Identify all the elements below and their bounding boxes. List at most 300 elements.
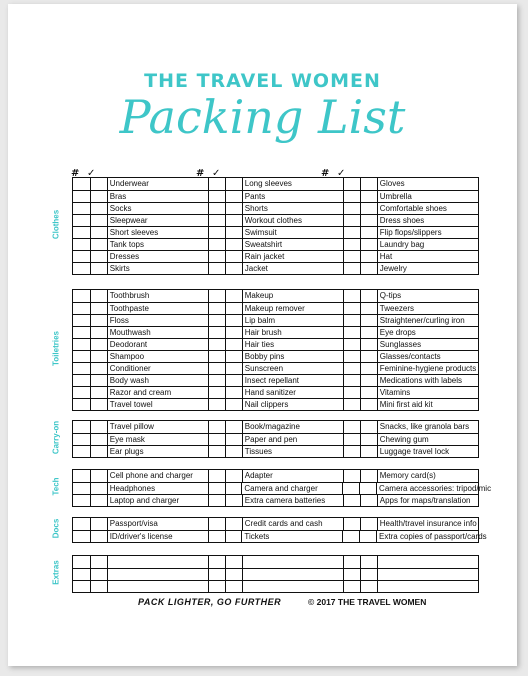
count-box[interactable] — [208, 470, 225, 482]
list-item: Umbrella — [377, 191, 478, 202]
checkbox[interactable] — [90, 421, 107, 433]
list-item: Workout clothes — [242, 215, 343, 226]
checkbox[interactable] — [359, 531, 376, 542]
list-item: Travel towel — [107, 399, 208, 410]
list-item — [377, 581, 478, 592]
checkbox[interactable] — [360, 203, 377, 214]
count-box[interactable] — [208, 303, 225, 314]
list-item: Skirts — [107, 263, 208, 274]
table-row — [73, 568, 478, 580]
checkbox[interactable] — [225, 239, 242, 250]
count-box[interactable] — [73, 569, 90, 580]
table-row — [73, 302, 478, 314]
list-item: Tissues — [242, 446, 343, 457]
checkbox[interactable] — [225, 446, 242, 457]
checkbox[interactable] — [360, 315, 377, 326]
list-item: Feminine-hygiene products — [377, 363, 478, 374]
list-item: Snacks, like granola bars — [377, 421, 478, 433]
page-title: Packing List — [119, 90, 406, 144]
list-item: Dress shoes — [377, 215, 478, 226]
list-item: Hand sanitizer — [242, 387, 343, 398]
checkbox[interactable] — [90, 483, 107, 494]
table-row — [73, 226, 478, 238]
count-box[interactable] — [343, 263, 360, 274]
checkbox[interactable] — [225, 315, 242, 326]
list-item: Makeup — [242, 290, 343, 302]
count-box[interactable] — [343, 327, 360, 338]
list-item: Hat — [377, 251, 478, 262]
checkbox[interactable] — [90, 315, 107, 326]
list-item: Dresses — [107, 251, 208, 262]
checkbox[interactable] — [90, 339, 107, 350]
list-item: Book/magazine — [242, 421, 343, 433]
section-docs — [72, 517, 487, 543]
footer-tagline: PACK LIGHTER, GO FURTHER — [138, 597, 282, 607]
list-item — [377, 569, 478, 580]
count-box[interactable] — [73, 351, 90, 362]
count-box[interactable] — [343, 303, 360, 314]
list-item: Razor and cream — [107, 387, 208, 398]
count-box[interactable] — [73, 178, 90, 190]
list-item: Socks — [107, 203, 208, 214]
count-box[interactable] — [343, 375, 360, 386]
count-box[interactable] — [73, 495, 90, 506]
list-item: Comfortable shoes — [377, 203, 478, 214]
checkbox[interactable] — [360, 399, 377, 410]
list-item: Makeup remover — [242, 303, 343, 314]
list-item: Pants — [242, 191, 343, 202]
checkbox[interactable] — [225, 421, 242, 433]
count-box[interactable] — [343, 581, 360, 592]
table-row — [73, 470, 478, 482]
count-box[interactable] — [343, 351, 360, 362]
table-row — [73, 214, 478, 226]
count-box[interactable] — [343, 191, 360, 202]
list-item: Sweatshirt — [242, 239, 343, 250]
checkbox[interactable] — [225, 351, 242, 362]
table-row — [73, 445, 478, 457]
table-row — [73, 250, 478, 262]
checkbox[interactable] — [360, 569, 377, 580]
count-box[interactable] — [73, 203, 90, 214]
count-box[interactable] — [343, 434, 360, 445]
checkbox[interactable] — [225, 518, 242, 530]
list-item: Luggage travel lock — [377, 446, 478, 457]
footer-copyright: © 2017 THE TRAVEL WOMEN — [308, 597, 427, 607]
checkbox[interactable] — [90, 375, 107, 386]
checkbox[interactable] — [225, 191, 242, 202]
count-box[interactable] — [208, 399, 225, 410]
count-box[interactable] — [343, 470, 360, 482]
checkbox[interactable] — [360, 215, 377, 226]
checkbox[interactable] — [225, 399, 242, 410]
list-item: Tickets — [241, 531, 342, 542]
list-item: Tweezers — [377, 303, 478, 314]
table-row — [73, 202, 478, 214]
list-item — [107, 569, 208, 580]
checkbox[interactable] — [360, 191, 377, 202]
list-item: Bobby pins — [242, 351, 343, 362]
check-header-3-count: # — [321, 168, 330, 179]
checkbox[interactable] — [90, 251, 107, 262]
count-box[interactable] — [73, 363, 90, 374]
count-box[interactable] — [73, 191, 90, 202]
checkbox[interactable] — [360, 470, 377, 482]
list-item: Headphones — [107, 483, 208, 494]
table-row — [73, 238, 478, 250]
checkbox[interactable] — [360, 446, 377, 457]
list-item: Swimsuit — [242, 227, 343, 238]
checkbox[interactable] — [225, 531, 242, 542]
brand-title: THE TRAVEL WOMEN — [144, 70, 381, 92]
count-box[interactable] — [208, 518, 225, 530]
table-row — [73, 433, 478, 445]
checkbox[interactable] — [225, 215, 242, 226]
list-item: Short sleeves — [107, 227, 208, 238]
table-row — [73, 290, 478, 302]
table-row — [73, 190, 478, 202]
count-box[interactable] — [342, 483, 359, 494]
checkbox[interactable] — [225, 178, 242, 190]
list-item: Glasses/contacts — [377, 351, 478, 362]
list-item: Toothbrush — [107, 290, 208, 302]
checkbox[interactable] — [90, 581, 107, 592]
section-clothes — [72, 177, 479, 275]
list-item: Rain jacket — [242, 251, 343, 262]
list-item: Camera and charger — [241, 483, 342, 494]
count-box[interactable] — [343, 421, 360, 433]
list-item: Laptop and charger — [107, 495, 208, 506]
checkbox[interactable] — [90, 446, 107, 457]
list-item: Sleepwear — [107, 215, 208, 226]
table-row — [73, 494, 478, 506]
list-item: Memory card(s) — [377, 470, 478, 482]
checkbox[interactable] — [90, 178, 107, 190]
count-box[interactable] — [343, 215, 360, 226]
list-item: Long sleeves — [242, 178, 343, 190]
checkbox[interactable] — [360, 375, 377, 386]
list-item: Shampoo — [107, 351, 208, 362]
checkbox[interactable] — [225, 581, 242, 592]
count-box[interactable] — [208, 363, 225, 374]
table-row — [73, 338, 478, 350]
list-item: Bras — [107, 191, 208, 202]
list-item: ID/driver's license — [107, 531, 208, 542]
checkbox[interactable] — [360, 178, 377, 190]
table-row — [73, 362, 478, 374]
checkbox[interactable] — [90, 399, 107, 410]
list-item: Conditioner — [107, 363, 208, 374]
count-box[interactable] — [73, 263, 90, 274]
count-box[interactable] — [208, 581, 225, 592]
checkbox[interactable] — [360, 227, 377, 238]
checkbox[interactable] — [360, 303, 377, 314]
count-box[interactable] — [73, 446, 90, 457]
checkbox[interactable] — [225, 495, 242, 506]
list-item: Gloves — [377, 178, 478, 190]
list-item: Medications with labels — [377, 375, 478, 386]
count-box[interactable] — [208, 191, 225, 202]
checkbox[interactable] — [360, 339, 377, 350]
count-box[interactable] — [208, 251, 225, 262]
checkbox[interactable] — [360, 434, 377, 445]
count-box[interactable] — [73, 303, 90, 314]
count-box[interactable] — [208, 483, 225, 494]
section-carry-on — [72, 420, 479, 458]
list-item: Lip balm — [242, 315, 343, 326]
checkbox[interactable] — [225, 483, 242, 494]
checkbox[interactable] — [90, 263, 107, 274]
section-toiletries — [72, 289, 479, 411]
checkbox[interactable] — [360, 263, 377, 274]
list-item: Nail clippers — [242, 399, 343, 410]
table-row — [73, 386, 478, 398]
count-box[interactable] — [73, 434, 90, 445]
list-item: Chewing gum — [377, 434, 478, 445]
checkbox[interactable] — [90, 203, 107, 214]
count-box[interactable] — [208, 531, 225, 542]
count-box[interactable] — [343, 569, 360, 580]
count-box[interactable] — [343, 446, 360, 457]
count-box[interactable] — [208, 569, 225, 580]
checkbox[interactable] — [225, 434, 242, 445]
count-box[interactable] — [73, 327, 90, 338]
checkbox[interactable] — [225, 569, 242, 580]
count-box[interactable] — [208, 387, 225, 398]
list-item: Flip flops/slippers — [377, 227, 478, 238]
count-box[interactable] — [73, 518, 90, 530]
list-item — [242, 581, 343, 592]
checkbox[interactable] — [360, 251, 377, 262]
count-box[interactable] — [342, 531, 359, 542]
checkbox[interactable] — [90, 531, 107, 542]
checkbox[interactable] — [360, 327, 377, 338]
table-row — [73, 178, 478, 190]
checkbox[interactable] — [90, 215, 107, 226]
count-box[interactable] — [73, 421, 90, 433]
list-item: Travel pillow — [107, 421, 208, 433]
checkbox[interactable] — [360, 290, 377, 302]
table-row — [73, 314, 478, 326]
count-box[interactable] — [343, 227, 360, 238]
table-row — [73, 482, 492, 494]
table-row — [73, 421, 478, 433]
list-item: Cell phone and charger — [107, 470, 208, 482]
checkbox[interactable] — [90, 290, 107, 302]
count-box[interactable] — [343, 518, 360, 530]
table-row — [73, 262, 478, 274]
check-header-3: ✓ — [337, 168, 346, 179]
count-box[interactable] — [208, 290, 225, 302]
count-box[interactable] — [343, 339, 360, 350]
count-box[interactable] — [208, 263, 225, 274]
checkbox[interactable] — [90, 351, 107, 362]
count-box[interactable] — [73, 399, 90, 410]
checkbox[interactable] — [90, 191, 107, 202]
count-box[interactable] — [343, 495, 360, 506]
checkbox[interactable] — [360, 581, 377, 592]
list-item: Hair brush — [242, 327, 343, 338]
count-box[interactable] — [208, 203, 225, 214]
count-box[interactable] — [208, 315, 225, 326]
count-box[interactable] — [73, 251, 90, 262]
checkbox[interactable] — [225, 303, 242, 314]
count-box[interactable] — [343, 178, 360, 190]
list-item: Jacket — [242, 263, 343, 274]
table-row — [73, 518, 478, 530]
count-box[interactable] — [73, 215, 90, 226]
count-box[interactable] — [343, 251, 360, 262]
count-box[interactable] — [343, 363, 360, 374]
list-item: Extra copies of passport/cards — [376, 531, 478, 542]
count-box[interactable] — [73, 375, 90, 386]
checkbox[interactable] — [360, 363, 377, 374]
count-box[interactable] — [73, 470, 90, 482]
checkbox[interactable] — [225, 327, 242, 338]
list-item: Body wash — [107, 375, 208, 386]
check-header-1: ✓ — [87, 168, 96, 179]
count-header-1: # — [71, 168, 80, 179]
list-item: Ear plugs — [107, 446, 208, 457]
list-item: Insect repellant — [242, 375, 343, 386]
list-item: Apps for maps/translation — [377, 495, 478, 506]
list-item: Vitamins — [377, 387, 478, 398]
list-item: Tank tops — [107, 239, 208, 250]
count-box[interactable] — [73, 531, 90, 542]
checkbox[interactable] — [90, 303, 107, 314]
list-item: Floss — [107, 315, 208, 326]
table-row — [73, 556, 478, 568]
checkbox[interactable] — [359, 483, 376, 494]
checkbox[interactable] — [90, 239, 107, 250]
list-item: Camera accessories: tripod/mic — [376, 483, 478, 494]
list-item: Underwear — [107, 178, 208, 190]
list-item: Straightener/curling iron — [377, 315, 478, 326]
list-item: Credit cards and cash — [242, 518, 343, 530]
count-box[interactable] — [73, 239, 90, 250]
table-row — [73, 374, 478, 386]
packing-list-page: THE TRAVEL WOMEN Packing List # ✓ # ✓ # ✓ Underwear Long sleeves Gloves Bras Pants Umbrella Socks Shorts Comfortable shoes Sleepwear Workout clothes Dress shoes Short sleeves Swimsuit Flip flops/slippers Tank tops Sweatshirt Laundry bag Dresses Rain jacket Hat Skirts Jacket Jewelry Clothes Toothbrush Makeup Q-tips Toothpaste Makeup remover Tweezers Floss Lip balm Straightener/curling iron Mouthwash Hair brush Eye drops Deodorant Hair ties Sunglasses Shampoo Bobby pins Glasses/contacts Conditioner Sunscreen Feminine-hygiene products Body wash Insect repellant Medications with labels Razor and cream Hand sanitizer Vitamins Travel towel Nail clippers Mini first aid kit Toiletries Travel pillow Book/magazine Snacks, like granola bars Eye mask Paper and pen Chewing gum Ear plugs Tissues Luggage travel lock Carry-on Cell phone and charger Adapter Memory card(s) Headphones Camera and charger Camera accessories: tripod/mic Laptop and charger Extra camera batteries Apps for maps/translation Tech Passport/visa Credit cards and cash Health/travel insurance info ID/driver's license Tickets Extra copies of passport/cards Docs Extras PACK LIGHTER, GO FURTHER © 2017 THE TRAVEL WOMEN — [8, 4, 517, 666]
count-box[interactable] — [208, 351, 225, 362]
checkbox[interactable] — [90, 470, 107, 482]
count-box[interactable] — [208, 556, 225, 568]
checkbox[interactable] — [90, 434, 107, 445]
checkbox[interactable] — [360, 518, 377, 530]
check-header-2: ✓ — [212, 168, 221, 179]
count-box[interactable] — [73, 290, 90, 302]
checkbox[interactable] — [90, 518, 107, 530]
count-box[interactable] — [73, 387, 90, 398]
list-item: Eye drops — [377, 327, 478, 338]
count-box[interactable] — [73, 227, 90, 238]
list-item — [107, 556, 208, 568]
count-box[interactable] — [343, 556, 360, 568]
checkbox[interactable] — [225, 470, 242, 482]
count-box[interactable] — [208, 495, 225, 506]
checkbox[interactable] — [225, 290, 242, 302]
count-box[interactable] — [208, 215, 225, 226]
list-item: Toothpaste — [107, 303, 208, 314]
list-item: Sunglasses — [377, 339, 478, 350]
checkbox[interactable] — [225, 375, 242, 386]
checkbox[interactable] — [225, 263, 242, 274]
checkbox[interactable] — [90, 387, 107, 398]
checkbox[interactable] — [360, 387, 377, 398]
checkbox[interactable] — [225, 387, 242, 398]
checkbox[interactable] — [360, 556, 377, 568]
list-item: Adapter — [242, 470, 343, 482]
list-item — [242, 569, 343, 580]
count-box[interactable] — [208, 375, 225, 386]
count-box[interactable] — [208, 178, 225, 190]
count-box[interactable] — [343, 239, 360, 250]
table-row — [73, 580, 478, 592]
checkbox[interactable] — [225, 339, 242, 350]
checkbox[interactable] — [225, 251, 242, 262]
checkbox[interactable] — [360, 239, 377, 250]
count-box[interactable] — [343, 203, 360, 214]
list-item: Jewelry — [377, 263, 478, 274]
checkbox[interactable] — [90, 495, 107, 506]
list-item: Passport/visa — [107, 518, 208, 530]
count-box[interactable] — [73, 556, 90, 568]
count-box[interactable] — [208, 421, 225, 433]
checkbox[interactable] — [90, 363, 107, 374]
list-item: Shorts — [242, 203, 343, 214]
count-box[interactable] — [208, 339, 225, 350]
section-tech — [72, 469, 492, 507]
count-box[interactable] — [73, 315, 90, 326]
count-box[interactable] — [343, 315, 360, 326]
checkbox[interactable] — [90, 569, 107, 580]
count-box[interactable] — [343, 290, 360, 302]
count-box[interactable] — [208, 227, 225, 238]
count-box[interactable] — [343, 387, 360, 398]
table-row — [73, 350, 478, 362]
count-box[interactable] — [343, 399, 360, 410]
list-item: Health/travel insurance info — [377, 518, 478, 530]
checkbox[interactable] — [225, 203, 242, 214]
checkbox[interactable] — [360, 495, 377, 506]
table-row — [73, 530, 487, 542]
count-box[interactable] — [208, 327, 225, 338]
count-box[interactable] — [73, 339, 90, 350]
count-box[interactable] — [208, 239, 225, 250]
list-item: Extra camera batteries — [242, 495, 343, 506]
checkbox[interactable] — [225, 227, 242, 238]
count-box[interactable] — [208, 434, 225, 445]
table-row — [73, 326, 478, 338]
checkbox[interactable] — [90, 227, 107, 238]
list-item: Mini first aid kit — [377, 399, 478, 410]
checkbox[interactable] — [90, 556, 107, 568]
list-item — [242, 556, 343, 568]
checkbox[interactable] — [225, 556, 242, 568]
section-extras — [72, 555, 479, 593]
checkbox[interactable] — [360, 421, 377, 433]
count-box[interactable] — [73, 581, 90, 592]
count-box[interactable] — [73, 483, 90, 494]
checkbox[interactable] — [225, 363, 242, 374]
checkbox[interactable] — [90, 327, 107, 338]
list-item — [107, 581, 208, 592]
list-item: Hair ties — [242, 339, 343, 350]
count-box[interactable] — [208, 446, 225, 457]
list-item: Mouthwash — [107, 327, 208, 338]
table-row — [73, 398, 478, 410]
list-item: Paper and pen — [242, 434, 343, 445]
checkbox[interactable] — [360, 351, 377, 362]
